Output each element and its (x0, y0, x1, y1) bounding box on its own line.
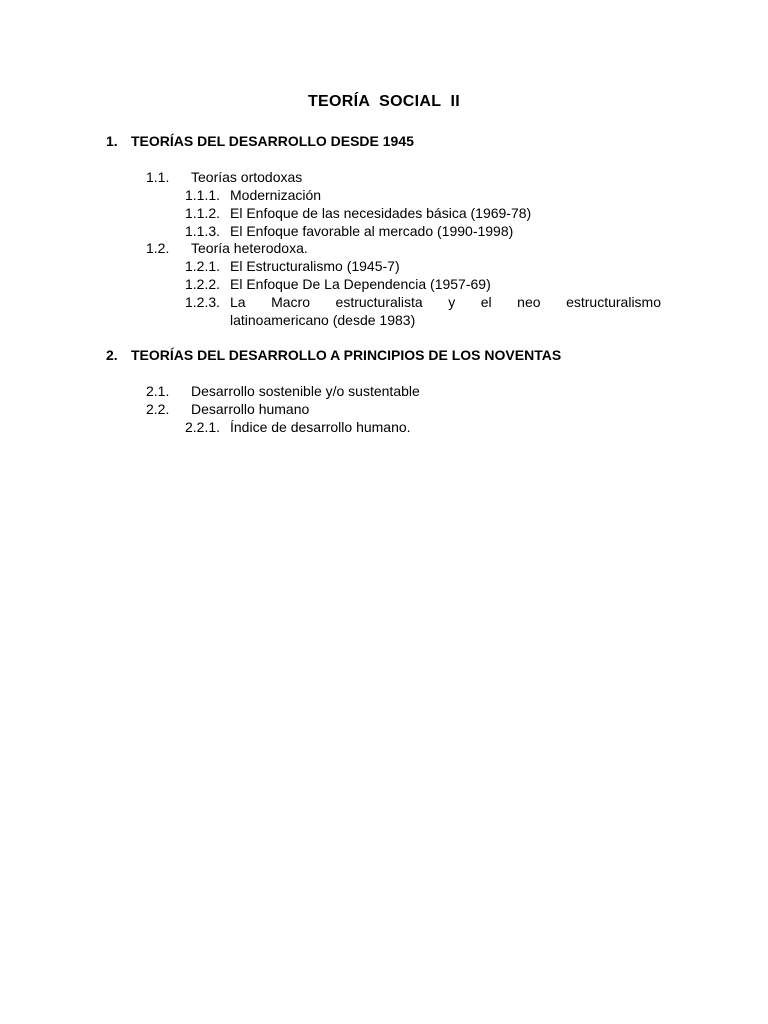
section-heading-text: TEORÍAS DEL DESARROLLO A PRINCIPIOS DE LOS NOVENTAS (131, 347, 562, 363)
item-label-justified: La Macro estructuralista y el neo estructuralismo (230, 294, 661, 310)
item-number: 1.1. (146, 169, 170, 185)
outline-item-2-1 (146, 383, 420, 399)
item-label: Desarrollo humano (191, 401, 310, 417)
item-label-continuation: latinoamericano (desde 1983) (230, 312, 416, 328)
outline-item-1-2-1 (185, 258, 400, 274)
item-number: 1.2.1. (185, 258, 221, 274)
outline-item-2-2 (146, 401, 309, 417)
section-number: 2. (106, 347, 118, 363)
outline-item-1-2-3 (185, 294, 230, 310)
section-heading-1 (106, 133, 414, 149)
item-number: 2.1. (146, 383, 170, 399)
page-title: TEORÍA SOCIAL II (307, 93, 461, 110)
item-label: Índice de desarrollo humano. (230, 419, 411, 435)
item-number: 1.1.3. (185, 223, 221, 239)
section-heading-text: TEORÍAS DEL DESARROLLO DESDE 1945 (131, 133, 414, 149)
outline-item-1-1 (146, 169, 302, 185)
item-label: El Enfoque favorable al mercado (1990-1998) (230, 223, 514, 239)
item-number: 2.2. (146, 401, 170, 417)
item-number: 1.1.1. (185, 187, 221, 203)
item-number: 1.2. (146, 240, 170, 256)
item-label: El Enfoque de las necesidades básica (1969-78) (230, 205, 532, 221)
item-label: El Estructuralismo (1945-7) (230, 258, 400, 274)
outline-item-1-1-3 (185, 223, 513, 239)
section-heading-2 (106, 347, 561, 363)
outline-item-1-1-2 (185, 205, 531, 221)
item-label: Teoría heterodoxa. (191, 240, 308, 256)
item-label: El Enfoque De La Dependencia (1957-69) (230, 276, 491, 292)
outline-item-2-2-1 (185, 419, 411, 435)
item-number: 1.1.2. (185, 205, 221, 221)
outline-item-1-2-2 (185, 276, 491, 292)
outline-item-1-2 (146, 240, 308, 256)
item-label: Desarrollo sostenible y/o sustentable (191, 383, 420, 399)
item-label: Teorías ortodoxas (191, 169, 303, 185)
section-number: 1. (106, 133, 118, 149)
item-number: 1.2.3. (185, 294, 221, 310)
item-number: 1.2.2. (185, 276, 221, 292)
item-label: Modernización (230, 187, 322, 203)
outline-item-1-1-1 (185, 187, 321, 203)
item-number: 2.2.1. (185, 419, 221, 435)
